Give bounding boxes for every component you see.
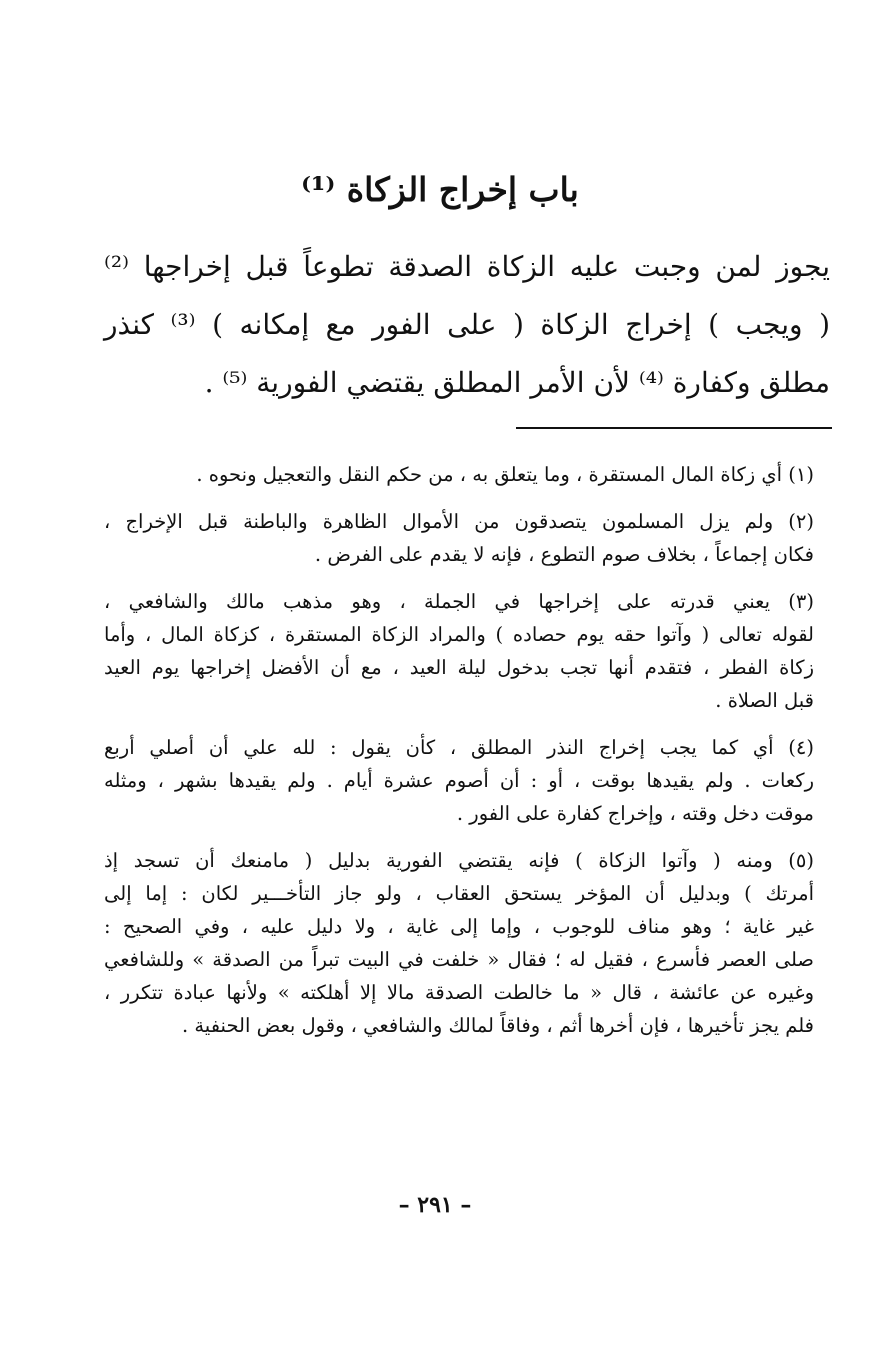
footnote-3: [104, 585, 814, 717]
footnote-line: غير غاية ؛ وهو مناف للوجوب ، وإما إلى غاية ، ولا دليل عليه ، وفي الصحيح :: [104, 915, 814, 938]
footnote-separator: [516, 427, 832, 429]
footnote-line: (٣) يعني قدرته على إخراجها في الجملة ، وهو مذهب مالك والشافعي ،: [104, 590, 814, 613]
footnote-line: صلى العصر فأسرع ، فقيل له ؛ فقال « خلفت في البيت تبراً من الصدقة » وللشافعي: [104, 948, 814, 971]
footnote-line: (٥) ومنه ( وآتوا الزكاة ) فإنه يقتضي الفورية بدليل ( مامنعك أن تسجد إذ: [104, 849, 814, 872]
footnote-line: زكاة الفطر ، فتقدم أنها تجب بدخول ليلة العيد ، مع أن الأفضل إخراجها يوم العيد: [104, 656, 814, 679]
footnotes: [104, 458, 814, 1056]
footnote-line: ركعات . ولم يقيدها بوقت ، أو : أن أصوم عشرة أيام . ولم يقيدها بشهر ، ومثله: [104, 769, 814, 792]
footnote-line: فكان إجماعاً ، بخلاف صوم التطوع ، فإنه لا يقدم على الفرض .: [314, 543, 814, 566]
footnote-line: وغيره عن عائشة ، قال « ما خالطت الصدقة مالا إلا أهلكته » ولأنها عبادة تتكرر ،: [104, 981, 814, 1004]
footnote-line: قبل الصلاة .: [715, 689, 814, 712]
main-text-line: ( ويجب ) إخراج الزكاة ( على الفور مع إمكانه ) ⁽³⁾ كنذر: [104, 308, 830, 341]
footnote-5: [104, 844, 814, 1042]
page-number: – ٢٩١ –: [398, 1192, 472, 1218]
footnote-line: (١) أي زكاة المال المستقرة ، وما يتعلق به ، من حكم النقل والتعجيل ونحوه .: [196, 463, 814, 486]
main-text-line: يجوز لمن وجبت عليه الزكاة الصدقة تطوعاً قبل إخراجها ⁽²⁾: [104, 250, 830, 283]
chapter-title: باب إخراج الزكاة ⁽¹⁾: [301, 170, 579, 209]
footnote-line: أمرتك ) وبدليل أن المؤخر يستحق العقاب ، ولو جاز التأخـــير لكان : إما إلى: [104, 882, 814, 905]
footnote-line: (٤) أي كما يجب إخراج النذر المطلق ، كأن يقول : لله علي أن أصلي أربع: [104, 736, 814, 759]
footnote-line: لقوله تعالى ( وآتوا حقه يوم حصاده ) والمراد الزكاة المستقرة ، كزكاة المال ، وأما: [104, 623, 814, 646]
main-text-line: مطلق وكفارة ⁽⁴⁾ لأن الأمر المطلق يقتضي الفورية ⁽⁵⁾ .: [204, 366, 830, 399]
footnote-line: فلم يجز تأخيرها ، فإن أخرها أثم ، وفاقاً لمالك والشافعي ، وقول بعض الحنفية .: [181, 1014, 814, 1037]
footnote-line: (٢) ولم يزل المسلمون يتصدقون من الأموال الظاهرة والباطنة قبل الإخراج ،: [104, 510, 814, 533]
main-text: [104, 238, 830, 412]
footnote-line: موقت دخل وقته ، وإخراج كفارة على الفور .: [456, 802, 814, 825]
footnote-4: [104, 731, 814, 830]
footnote-1: [104, 458, 814, 491]
footnote-2: [104, 505, 814, 571]
